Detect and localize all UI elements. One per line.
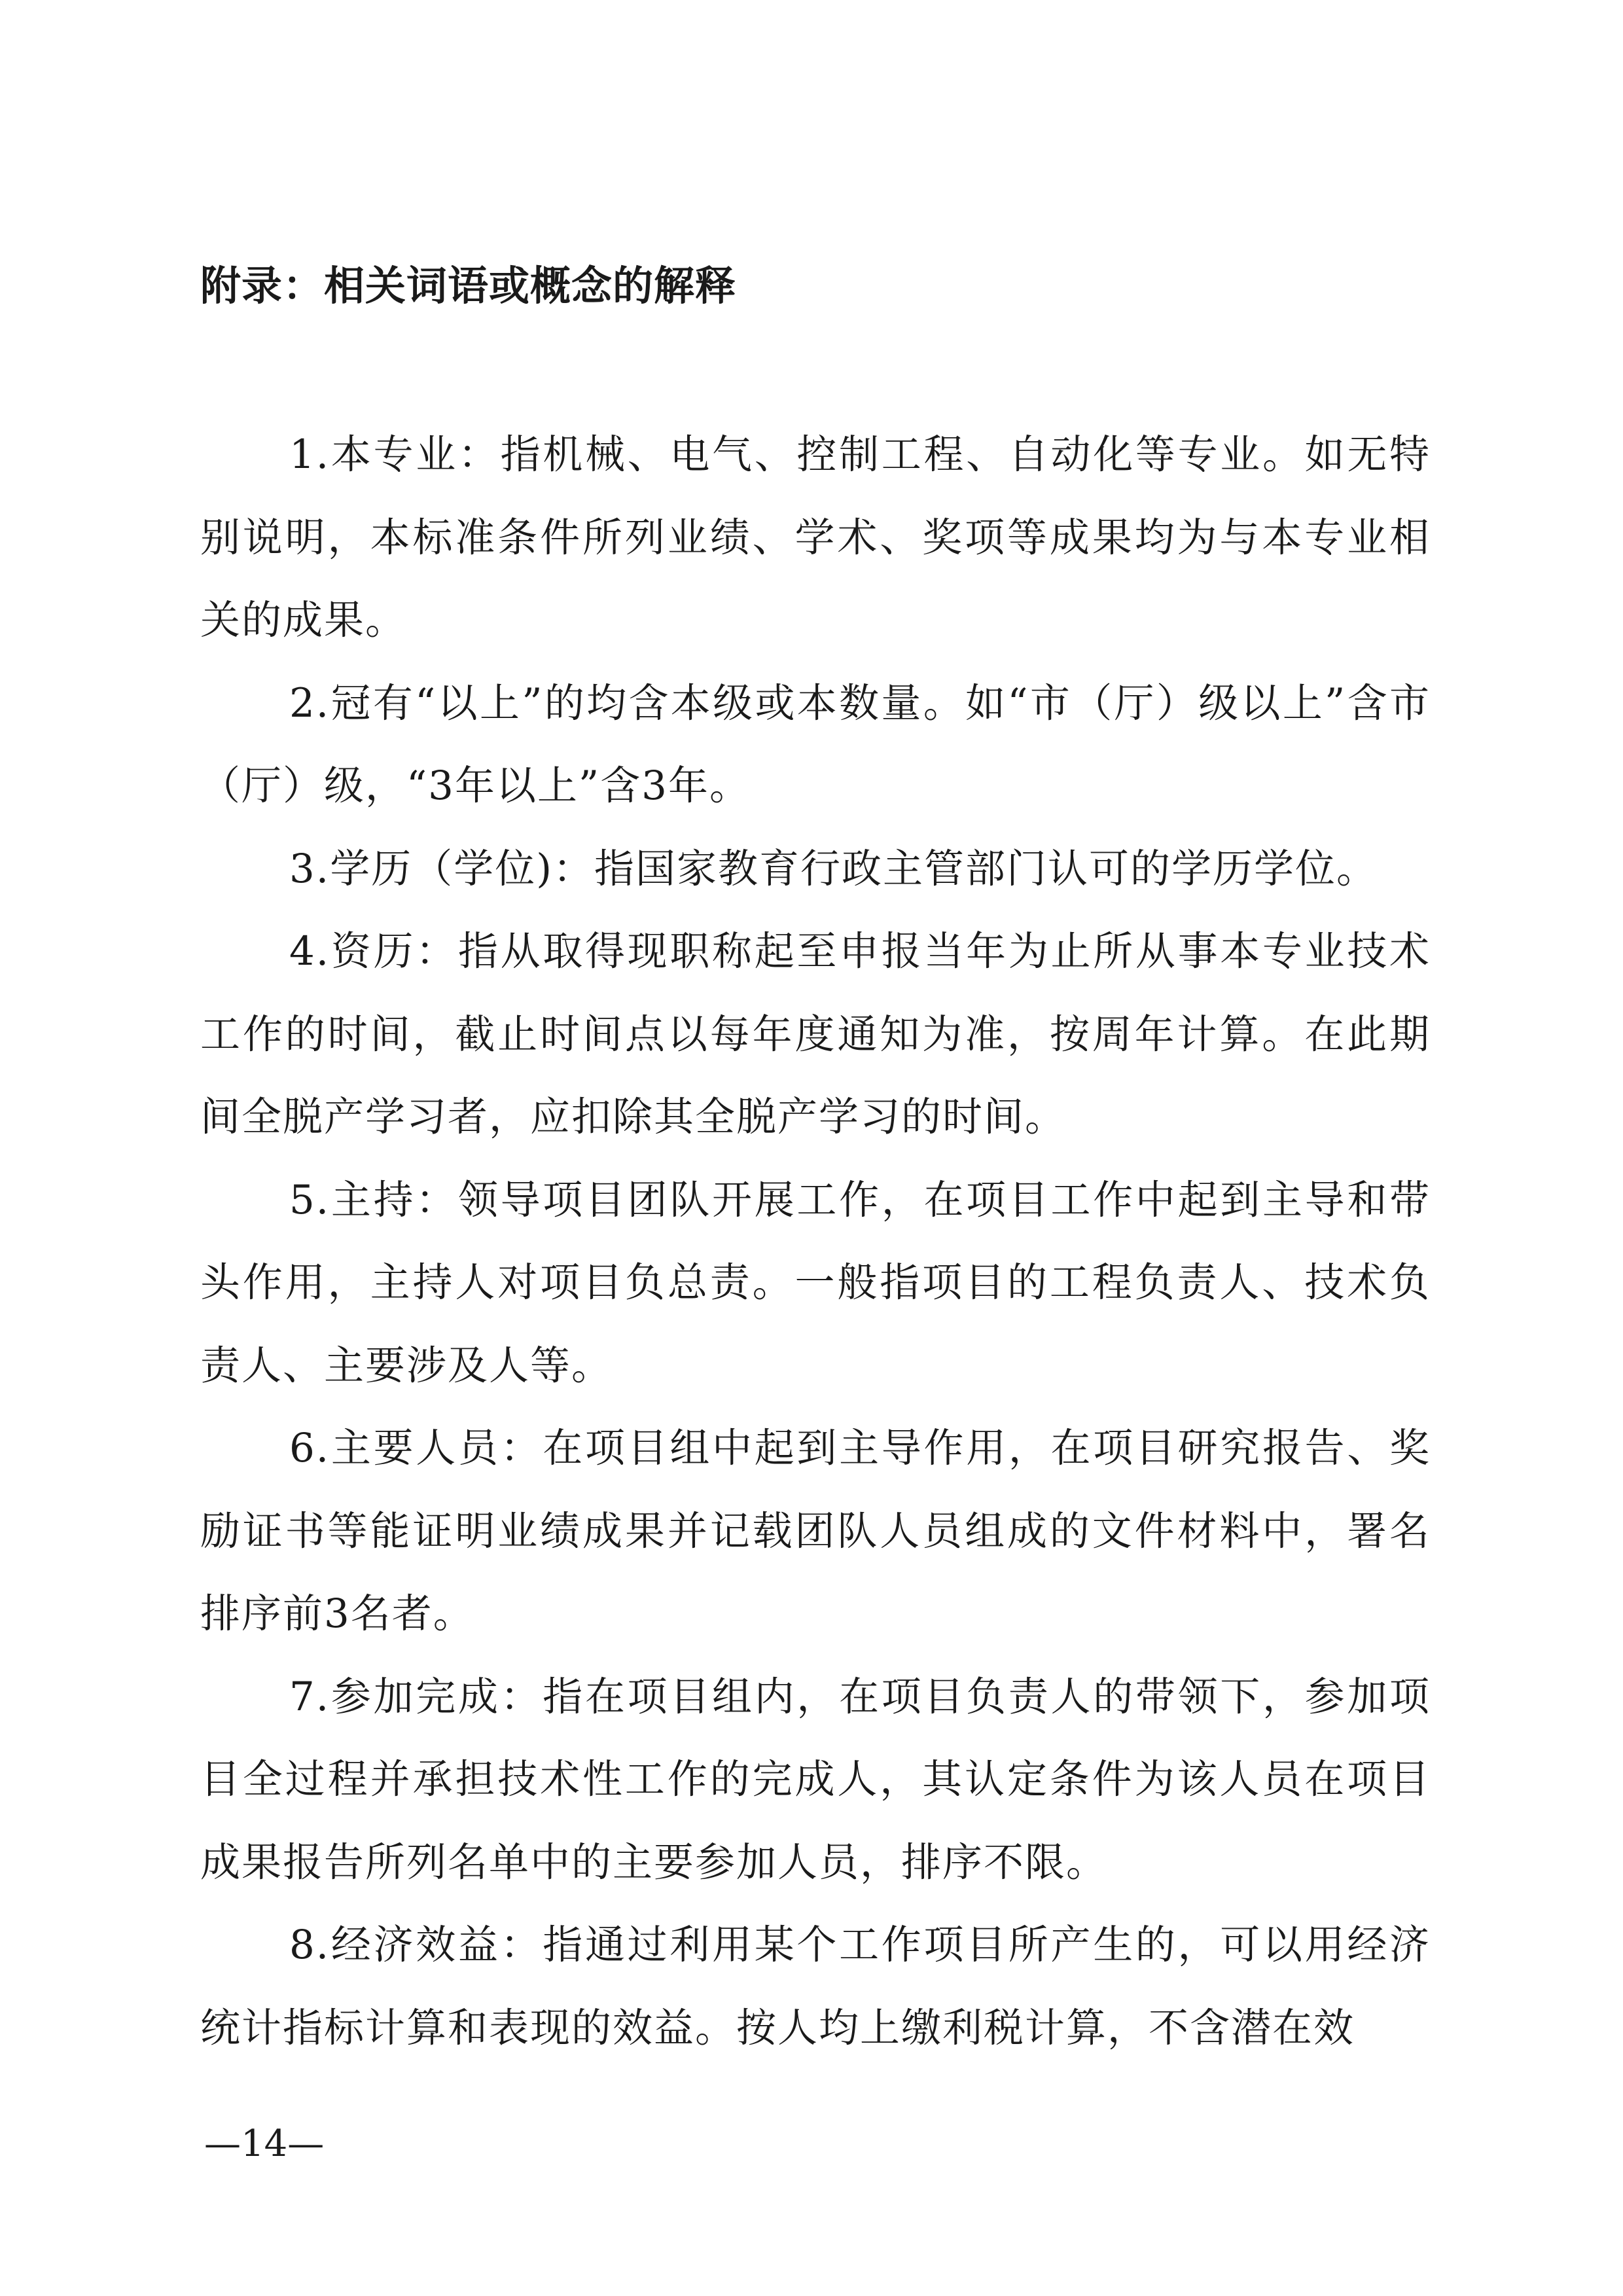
definition-paragraph-4: 4.资历：指从取得现职称起至申报当年为止所从事本专业技术工作的时间，截止时间点以每年度通知为准，按周年计算。在此期间全脱产学习者，应扣除其全脱产学习的时间。: [200, 928, 1431, 1140]
definition-paragraph-7: 7.参加完成：指在项目组内，在项目负责人的带领下，参加项目全过程并承担技术性工作的完成人，其认定条件为该人员在项目成果报告所列名单中的主要参加人员，排序不限。: [200, 1673, 1431, 1886]
definition-paragraph-8: 8.经济效益：指通过利用某个工作项目所产生的，可以用经济统计指标计算和表现的效益。按人均上缴利税计算，不含潜在效: [200, 1922, 1431, 2051]
page-number: —14—: [204, 2123, 325, 2165]
appendix-heading: 附录：相关词语或概念的解释: [200, 262, 737, 310]
definitions-body: [200, 414, 1431, 2070]
definition-paragraph-5: 5.主持：领导项目团队开展工作，在项目工作中起到主导和带头作用，主持人对项目负总责。一般指项目的工程负责人、技术负责人、主要涉及人等。: [200, 1176, 1431, 1389]
definition-paragraph-2: 2.冠有“以上”的均含本级或本数量。如“市（厅）级以上”含市（厅）级，“3年以上”含3年。: [200, 679, 1431, 809]
definition-paragraph-1: 1.本专业：指机械、电气、控制工程、自动化等专业。如无特别说明，本标准条件所列业绩、学术、奖项等成果均为与本专业相关的成果。: [200, 431, 1431, 643]
definition-paragraph-6: 6.主要人员：在项目组中起到主导作用，在项目研究报告、奖励证书等能证明业绩成果并记载团队人员组成的文件材料中，署名排序前3名者。: [200, 1425, 1431, 1637]
definition-paragraph-3: 3.学历（学位)：指国家教育行政主管部门认可的学历学位。: [289, 845, 1378, 892]
